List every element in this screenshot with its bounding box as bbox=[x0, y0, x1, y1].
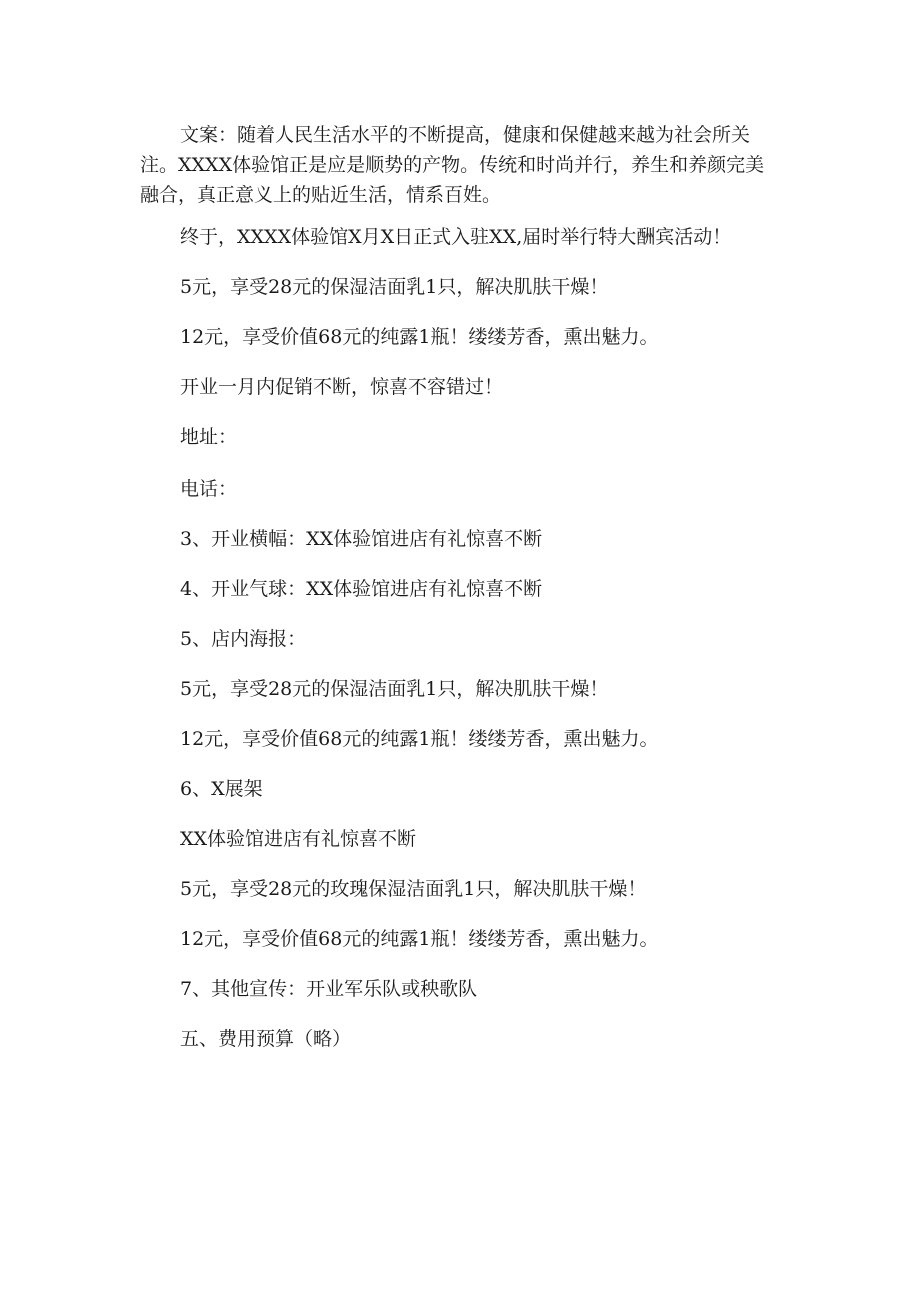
intro-paragraph: 文案：随着人民生活水平的不断提高，健康和保健越来越为社会所关注。XXXX体验馆正是应是顺势的产物。传统和时尚并行，养生和养颜完美融合，真正意义上的贴近生活，情系百姓。 bbox=[140, 124, 765, 206]
line-poster-offer-hydrosol: 12元，享受价值68元的纯露1瓶！缕缕芳香，熏出魅力。 bbox=[180, 728, 659, 750]
line-other-promotion: 7、其他宣传：开业军乐队或秧歌队 bbox=[180, 978, 478, 1000]
line-poster: 5、店内海报： bbox=[180, 628, 307, 650]
line-poster-offer-cleanser: 5元，享受28元的保湿洁面乳1只，解决肌肤干燥！ bbox=[180, 678, 609, 700]
line-x-stand-offer-hydrosol: 12元，享受价值68元的纯露1瓶！缕缕芳香，熏出魅力。 bbox=[180, 928, 659, 950]
line-x-stand-slogan: XX体验馆进店有礼惊喜不断 bbox=[180, 828, 417, 850]
line-x-stand: 6、X展架 bbox=[180, 778, 263, 800]
line-banner: 3、开业横幅：XX体验馆进店有礼惊喜不断 bbox=[180, 528, 543, 550]
line-address: 地址： bbox=[180, 426, 238, 448]
line-phone: 电话： bbox=[180, 478, 238, 500]
line-offer-hydrosol: 12元，享受价值68元的纯露1瓶！缕缕芳香，熏出魅力。 bbox=[180, 326, 659, 348]
line-budget-heading: 五、费用预算（略） bbox=[180, 1028, 352, 1050]
line-opening: 终于，XXXX体验馆X月X日正式入驻XX,届时举行特大酬宾活动！ bbox=[180, 226, 732, 248]
line-x-stand-offer-cleanser: 5元，享受28元的玫瑰保湿洁面乳1只，解决肌肤干燥！ bbox=[180, 878, 647, 900]
line-balloon: 4、开业气球：XX体验馆进店有礼惊喜不断 bbox=[180, 578, 543, 600]
line-promotion: 开业一月内促销不断，惊喜不容错过！ bbox=[180, 376, 504, 398]
line-offer-cleanser: 5元，享受28元的保湿洁面乳1只，解决肌肤干燥！ bbox=[180, 276, 609, 298]
